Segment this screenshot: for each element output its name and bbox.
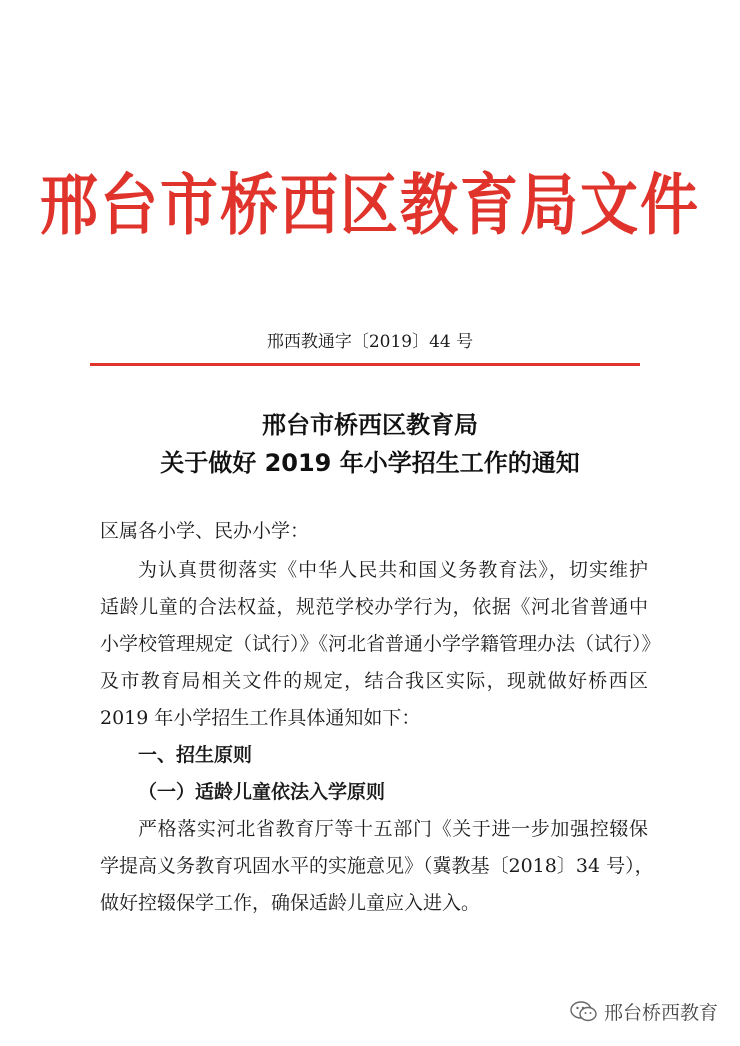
addressee: 区属各小学、民办小学： bbox=[100, 520, 310, 542]
paragraph-line: 小学校管理规定（试行）》《河北省普通小学学籍管理办法（试行）》 bbox=[100, 633, 661, 655]
document-number: 邢西教通字〔2019〕44 号 bbox=[266, 332, 474, 352]
notice-title-line-1: 邢台市桥西区教育局 bbox=[262, 411, 478, 439]
document-header-title: 邢台市桥西区教育局文件 bbox=[39, 165, 700, 245]
paragraph-line: 及市教育局相关文件的规定，结合我区实际，现就做好桥西区 bbox=[100, 670, 648, 692]
watermark-text: 邢台桥西教育 bbox=[603, 1002, 718, 1024]
paragraph-line: 严格落实河北省教育厅等十五部门《关于进一步加强控辍保 bbox=[138, 818, 648, 840]
subsection-heading: （一）适龄儿童依法入学原则 bbox=[138, 781, 386, 803]
paragraph-line: 2019 年小学招生工作具体通知如下： bbox=[100, 707, 421, 729]
section-heading: 一、招生原则 bbox=[138, 744, 253, 766]
wechat-watermark bbox=[570, 998, 718, 1025]
red-divider bbox=[90, 363, 640, 366]
wechat-icon bbox=[570, 1001, 598, 1023]
paragraph-line: 为认真贯彻落实《中华人民共和国义务教育法》，切实维护 bbox=[138, 559, 648, 581]
paragraph-line: 适龄儿童的合法权益，规范学校办学行为，依据《河北省普通中 bbox=[100, 596, 648, 618]
paragraph-line: 做好控辍保学工作，确保适龄儿童应入进入。 bbox=[100, 892, 481, 914]
notice-title-line-2: 关于做好 2019 年小学招生工作的通知 bbox=[160, 449, 580, 477]
paragraph-line: 学提高义务教育巩固水平的实施意见》（冀教基〔2018〕34 号）， bbox=[100, 855, 654, 877]
